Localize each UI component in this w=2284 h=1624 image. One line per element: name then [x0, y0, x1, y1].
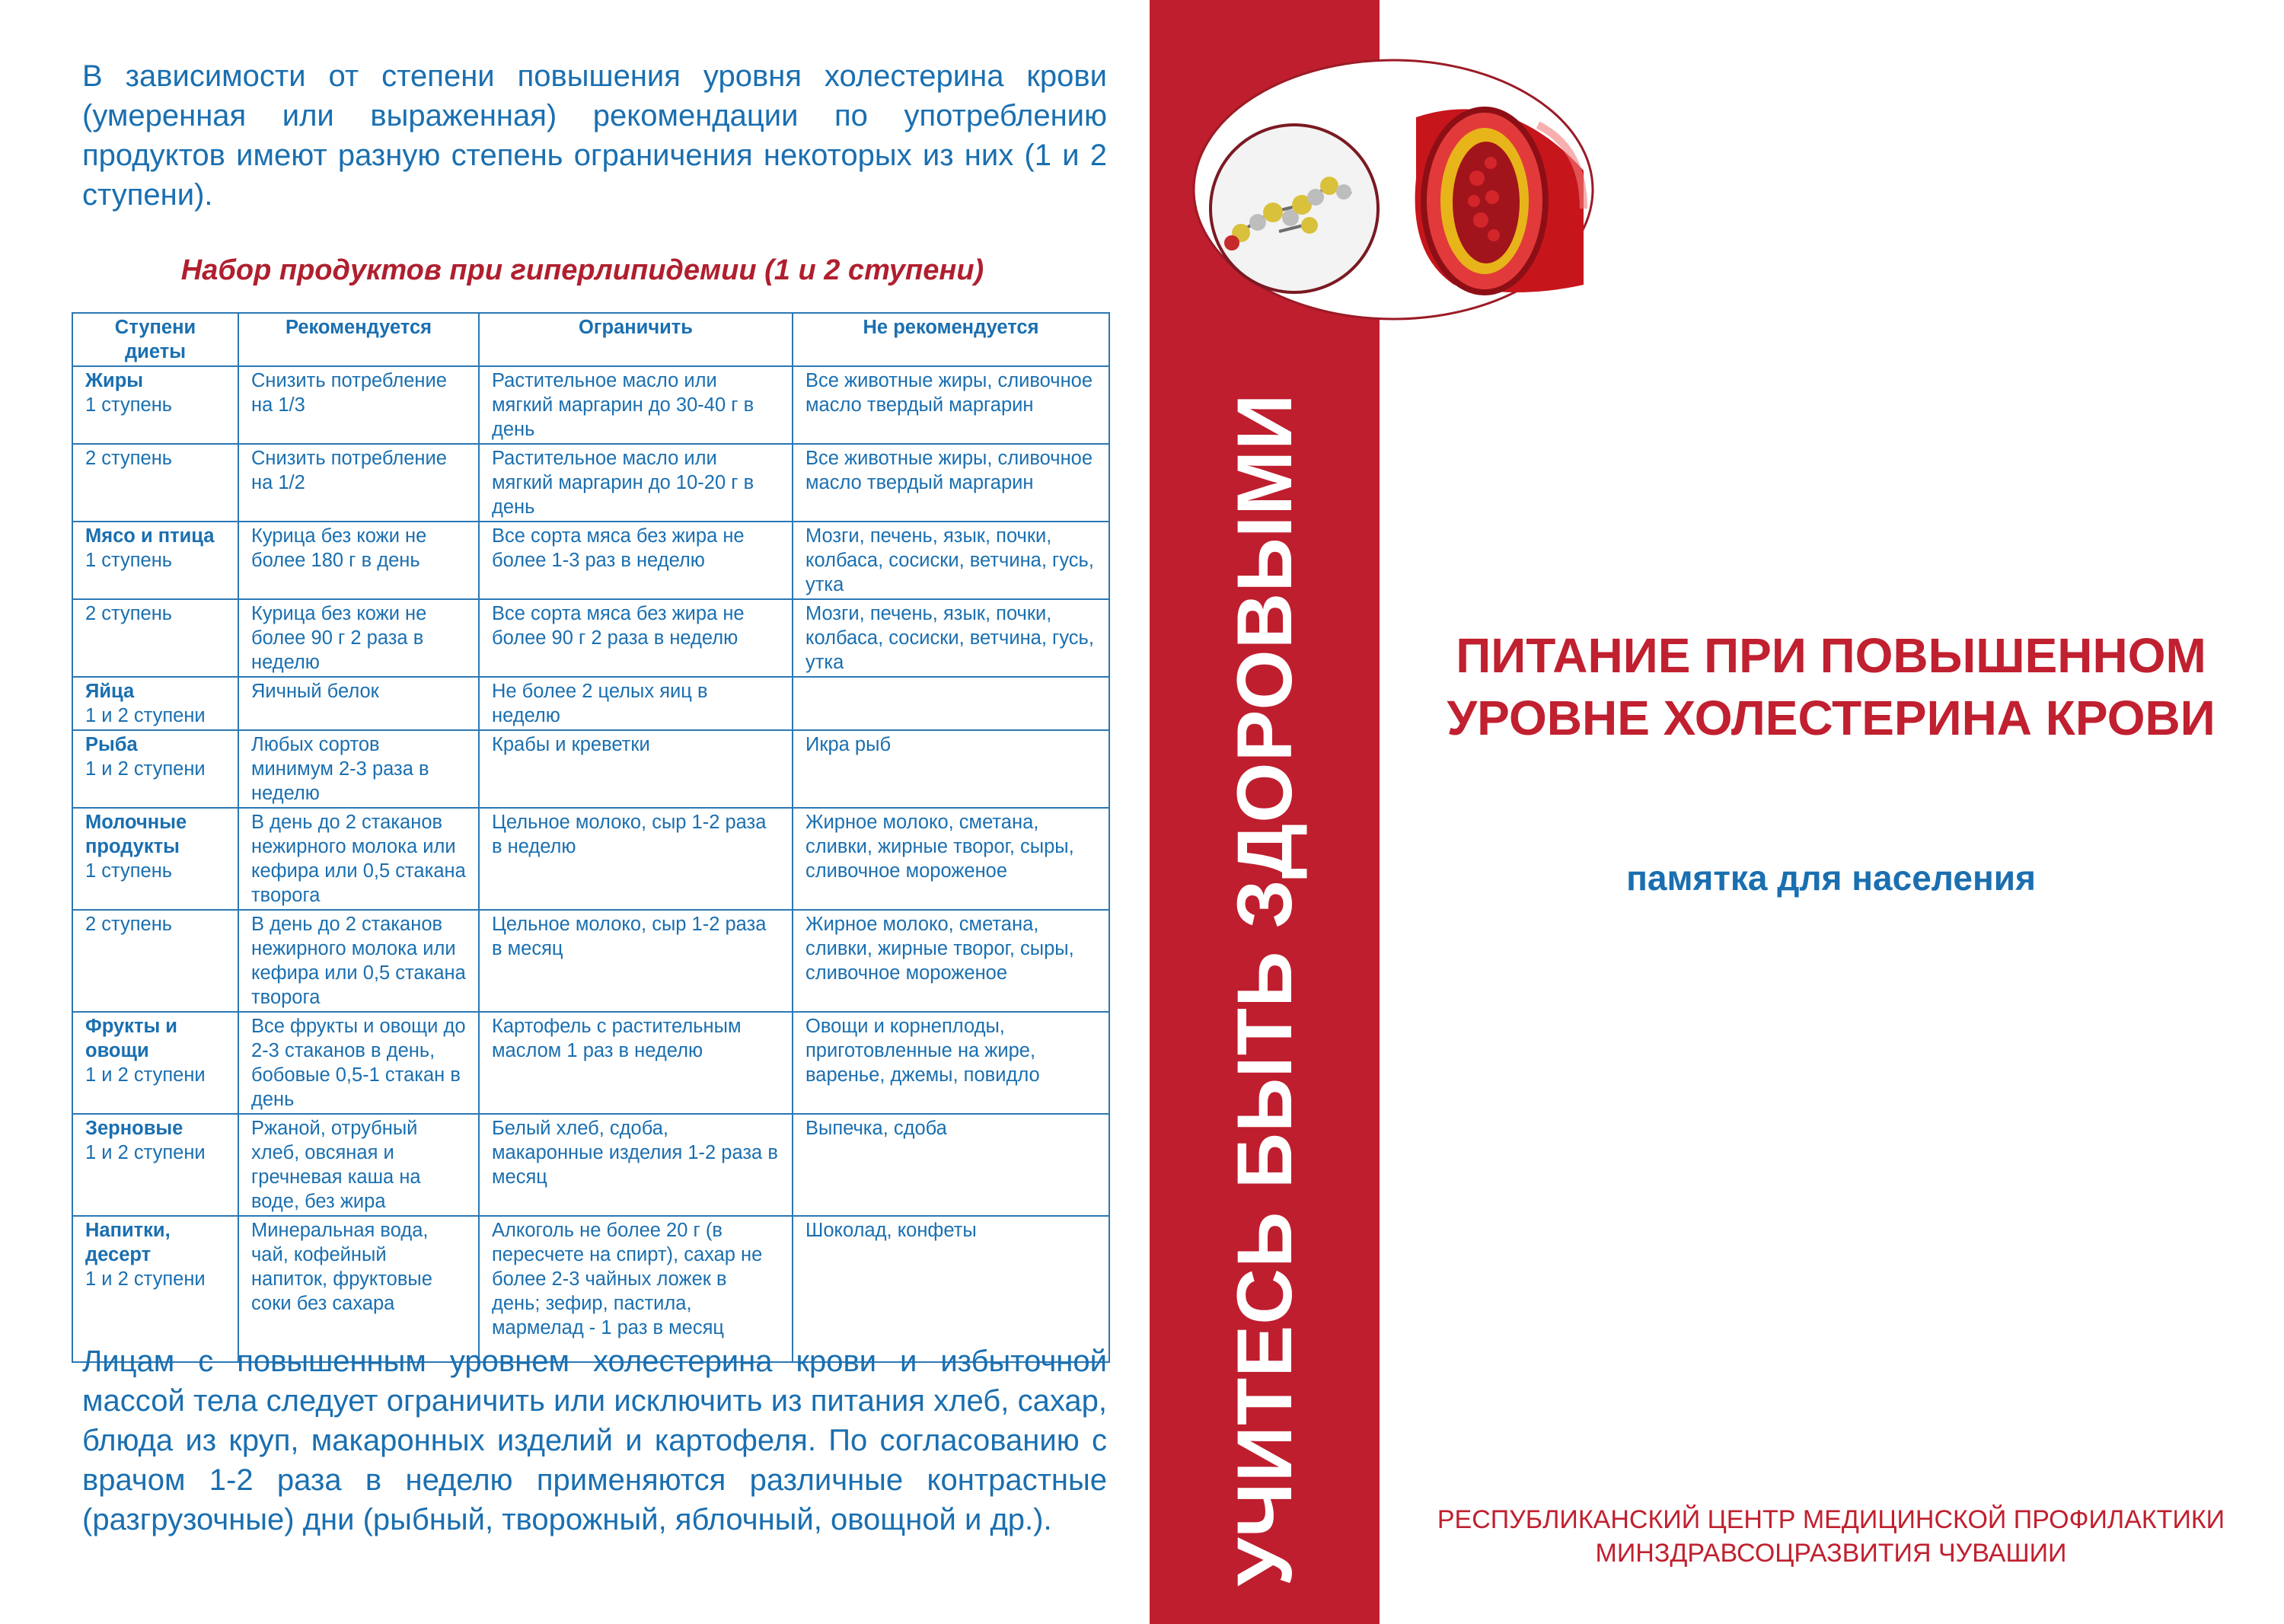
table-row: [72, 1216, 1109, 1362]
table-row: [72, 910, 1109, 1012]
not-recommended-cell: Овощи и корнеплоды, приготовленные на жире, варенье, джемы, повидло: [793, 1012, 1109, 1114]
limit-cell: Цельное молоко, сыр 1-2 раза в месяц: [479, 910, 793, 1012]
subtitle: памятка для населения: [1626, 858, 2036, 898]
category-label: Зерновые: [85, 1118, 183, 1139]
category-label: Фрукты и овощи: [85, 1016, 177, 1061]
stage-label: 2 ступень: [85, 914, 173, 935]
artery-cross-section-icon: [1415, 109, 1584, 292]
table-row: [72, 1012, 1109, 1114]
not-recommended-cell: Жирное молоко, сметана, сливки, жирные творог, сыры, сливочное мороженое: [793, 910, 1109, 1012]
category-label: Яйца: [85, 681, 135, 702]
limit-cell: Цельное молоко, сыр 1-2 раза в неделю: [479, 808, 793, 910]
table-row: [72, 599, 1109, 677]
recommended-cell: Курица без кожи не более 90 г 2 раза в неделю: [238, 599, 479, 677]
limit-cell: Все сорта мяса без жира не более 90 г 2 раза в неделю: [479, 599, 793, 677]
table-header-row: [72, 313, 1109, 366]
food-table: [72, 312, 1110, 1363]
outro-paragraph: Лицам с повышенным уровнем холестерина крови и избыточной массой тела следует ограничить или исключить из питания хлеб, сахар, блюда из круп, макаронных изделий и картофеля. По согласованию с врачом 1-2 раза в неделю применяются различные контрастные (разгрузочные) дни (рыбный, творожный, яблочный, овощной и др.).: [82, 1345, 1107, 1536]
stage-label: 2 ступень: [85, 448, 173, 469]
not-recommended-cell: [793, 677, 1109, 730]
stage-label: 2 ступень: [85, 603, 173, 624]
limit-cell: Растительное масло или мягкий маргарин до 10-20 г в день: [479, 444, 793, 522]
table-row: [72, 730, 1109, 808]
diet-stage-cell: [72, 1114, 238, 1216]
limit-cell: Не более 2 целых яиц в неделю: [479, 677, 793, 730]
category-label: Рыба: [85, 734, 138, 755]
diet-stage-cell: [72, 366, 238, 444]
artery-illustration: [1188, 56, 1599, 323]
diet-stage-cell: [72, 599, 238, 677]
recommended-cell: В день до 2 стаканов нежирного молока или кефира или 0,5 стакана творога: [238, 808, 479, 910]
diet-stage-cell: [72, 808, 238, 910]
recommended-cell: Любых сортов минимум 2-3 раза в неделю: [238, 730, 479, 808]
diet-stage-cell: [72, 1216, 238, 1362]
table-row: [72, 522, 1109, 599]
recommended-cell: Курица без кожи не более 180 г в день: [238, 522, 479, 599]
recommended-cell: Ржаной, отрубный хлеб, овсяная и гречневая каша на воде, без жира: [238, 1114, 479, 1216]
stage-label: 1 ступень: [85, 550, 173, 571]
diet-stage-cell: [72, 677, 238, 730]
header-not-recommended: Не рекомендуется: [793, 313, 1109, 366]
header-limit: Ограничить: [479, 313, 793, 366]
stage-label: 1 и 2 ступени: [85, 1064, 206, 1086]
recommended-cell: Все фрукты и овощи до 2-3 стаканов в день, бобовые 0,5-1 стакан в день: [238, 1012, 479, 1114]
cholesterol-molecule-icon: [1211, 125, 1378, 292]
not-recommended-cell: Мозги, печень, язык, почки, колбаса, сосиски, ветчина, гусь, утка: [793, 522, 1109, 599]
table-title: Набор продуктов при гиперлипидемии (1 и 2 ступени): [180, 254, 984, 286]
table-row: [72, 677, 1109, 730]
stage-label: 1 и 2 ступени: [85, 758, 206, 780]
stage-label: 1 ступень: [85, 394, 173, 416]
limit-cell: Алкоголь не более 20 г (в пересчете на спирт), сахар не более 2-3 чайных ложек в день; зефир, пастила, мармелад - 1 раз в месяц: [479, 1216, 793, 1362]
category-label: Мясо и птица: [85, 525, 215, 547]
table-row: [72, 1114, 1109, 1216]
diet-stage-cell: [72, 730, 238, 808]
limit-cell: Картофель с растительным маслом 1 раз в неделю: [479, 1012, 793, 1114]
not-recommended-cell: Мозги, печень, язык, почки, колбаса, сосиски, ветчина, гусь, утка: [793, 599, 1109, 677]
limit-cell: Крабы и креветки: [479, 730, 793, 808]
limit-cell: Все сорта мяса без жира не более 1-3 раз в неделю: [479, 522, 793, 599]
table-row: [72, 808, 1109, 910]
recommended-cell: Снизить потребление на 1/2: [238, 444, 479, 522]
recommended-cell: Яичный белок: [238, 677, 479, 730]
vertical-slogan: УЧИТЕСЬ БЫТЬ ЗДОРОВЫМИ: [1221, 393, 1308, 1587]
stage-label: 1 и 2 ступени: [85, 705, 206, 726]
diet-stage-cell: [72, 1012, 238, 1114]
not-recommended-cell: Икра рыб: [793, 730, 1109, 808]
diet-stage-cell: [72, 910, 238, 1012]
header-diet-stages: Ступени диеты: [72, 313, 238, 366]
not-recommended-cell: Шоколад, конфеты: [793, 1216, 1109, 1362]
stage-label: 1 и 2 ступени: [85, 1142, 206, 1163]
not-recommended-cell: Все животные жиры, сливочное масло твердый маргарин: [793, 366, 1109, 444]
not-recommended-cell: Все животные жиры, сливочное масло твердый маргарин: [793, 444, 1109, 522]
diet-stage-cell: [72, 522, 238, 599]
category-label: Жиры: [85, 370, 144, 391]
stage-label: 1 ступень: [85, 860, 173, 882]
not-recommended-cell: Выпечка, сдоба: [793, 1114, 1109, 1216]
table-row: [72, 366, 1109, 444]
stage-label: 1 и 2 ступени: [85, 1268, 206, 1290]
intro-paragraph: В зависимости от степени повышения уровня холестерина крови (умеренная или выраженная) рекомендации по употреблению продуктов имеют разную степень ограничения некоторых из них (1 и 2 ступени).: [82, 59, 1107, 212]
diet-stage-cell: [72, 444, 238, 522]
not-recommended-cell: Жирное молоко, сметана, сливки, жирные творог, сыры, сливочное мороженое: [793, 808, 1109, 910]
main-title: ПИТАНИЕ ПРИ ПОВЫШЕННОМ УРОВНЕ ХОЛЕСТЕРИНА КРОВИ: [1447, 628, 2215, 745]
recommended-cell: Минеральная вода, чай, кофейный напиток, фруктовые соки без сахара: [238, 1216, 479, 1362]
limit-cell: Белый хлеб, сдоба, макаронные изделия 1-2 раза в месяц: [479, 1114, 793, 1216]
recommended-cell: В день до 2 стаканов нежирного молока или кефира или 0,5 стакана творога: [238, 910, 479, 1012]
recommended-cell: Снизить потребление на 1/3: [238, 366, 479, 444]
category-label: Молочные продукты: [85, 812, 187, 857]
header-recommended: Рекомендуется: [238, 313, 479, 366]
category-label: Напитки, десерт: [85, 1220, 171, 1265]
limit-cell: Растительное масло или мягкий маргарин до 30-40 г в день: [479, 366, 793, 444]
organization-name: РЕСПУБЛИКАНСКИЙ ЦЕНТР МЕДИЦИНСКОЙ ПРОФИЛАКТИКИ МИНЗДРАВСОЦРАЗВИТИЯ ЧУВАШИИ: [1437, 1505, 2225, 1568]
table-row: [72, 444, 1109, 522]
